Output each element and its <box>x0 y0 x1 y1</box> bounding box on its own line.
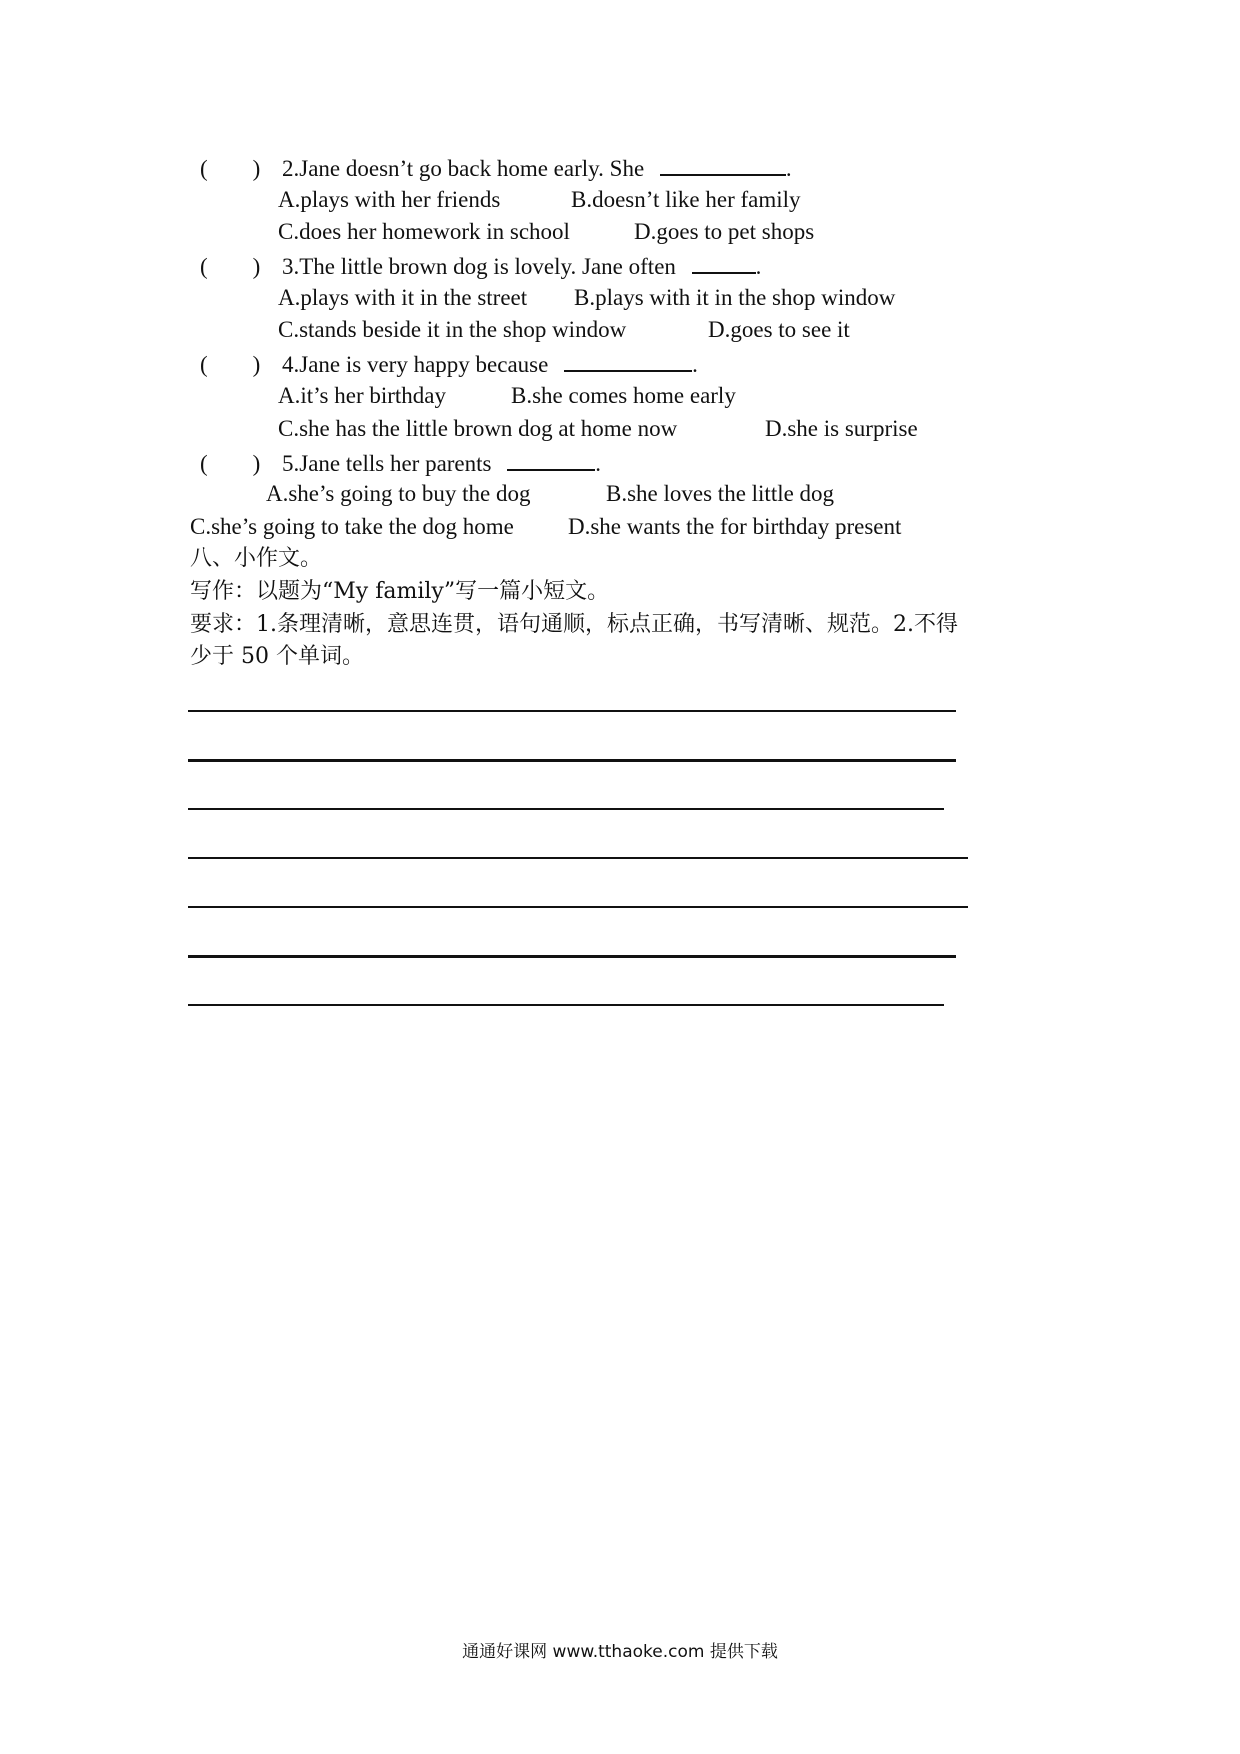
option-a: A.plays with it in the street <box>278 285 528 310</box>
option-d: D.she wants the for birthday present <box>568 514 902 539</box>
question-2-options-ab <box>278 185 801 215</box>
question-5-stem: ( ) 5.Jane tells her parents . <box>200 447 601 479</box>
question-5-options-cd <box>190 512 901 542</box>
writing-task: 写作：以题为“My family”写一篇小短文。 <box>190 579 610 604</box>
option-b: B.plays with it in the shop window <box>574 285 896 310</box>
question-2-options-cd <box>278 217 814 247</box>
answer-blank[interactable] <box>564 348 692 372</box>
option-d: D.goes to see it <box>708 317 850 342</box>
writing-line[interactable] <box>188 906 968 908</box>
option-c: C.she’s going to take the dog home <box>190 514 514 539</box>
writing-line[interactable] <box>188 710 956 712</box>
writing-line[interactable] <box>188 1004 944 1006</box>
question-3-options-cd <box>278 315 850 345</box>
option-d: D.she is surprise <box>765 416 918 441</box>
option-a: A.she’s going to buy the dog <box>266 481 531 506</box>
download-footer: 通通好课网 www.tthaoke.com 提供下载 <box>462 1642 778 1662</box>
question-4-options-ab <box>278 381 736 411</box>
answer-blank[interactable] <box>692 250 756 274</box>
option-a: A.plays with her friends <box>278 187 501 212</box>
option-a: A.it’s her birthday <box>278 383 446 408</box>
writing-line[interactable] <box>188 955 956 958</box>
option-b: B.she comes home early <box>511 383 736 408</box>
answer-parentheses[interactable]: ( ) <box>200 254 261 279</box>
answer-blank[interactable] <box>660 152 786 176</box>
question-4-options-cd <box>278 414 918 444</box>
writing-line[interactable] <box>188 759 956 762</box>
writing-requirements-line-1: 要求：1.条理清晰，意思连贯，语句通顺，标点正确，书写清晰、规范。2.不得 <box>190 612 958 637</box>
option-c: C.stands beside it in the shop window <box>278 317 627 342</box>
question-3-stem: ( ) 3.The little brown dog is lovely. Jane often . <box>200 250 761 282</box>
option-c: C.she has the little brown dog at home now <box>278 416 678 441</box>
option-c: C.does her homework in school <box>278 219 570 244</box>
answer-blank[interactable] <box>507 447 595 471</box>
question-4-stem: ( ) 4.Jane is very happy because . <box>200 348 698 380</box>
question-3-options-ab <box>278 283 895 313</box>
question-2-stem: ( ) 2.Jane doesn’t go back home early. She . <box>200 152 792 184</box>
option-d: D.goes to pet shops <box>634 219 815 244</box>
question-5-options-ab <box>266 479 834 509</box>
answer-parentheses[interactable]: ( ) <box>200 156 261 181</box>
answer-parentheses[interactable]: ( ) <box>200 451 261 476</box>
writing-line[interactable] <box>188 808 944 810</box>
option-b: B.doesn’t like her family <box>571 187 801 212</box>
answer-parentheses[interactable]: ( ) <box>200 352 261 377</box>
option-b: B.she loves the little dog <box>606 481 835 506</box>
writing-requirements-line-2: 少于 50 个单词。 <box>190 644 364 669</box>
writing-line[interactable] <box>188 857 968 859</box>
section-heading: 八、小作文。 <box>190 546 323 571</box>
